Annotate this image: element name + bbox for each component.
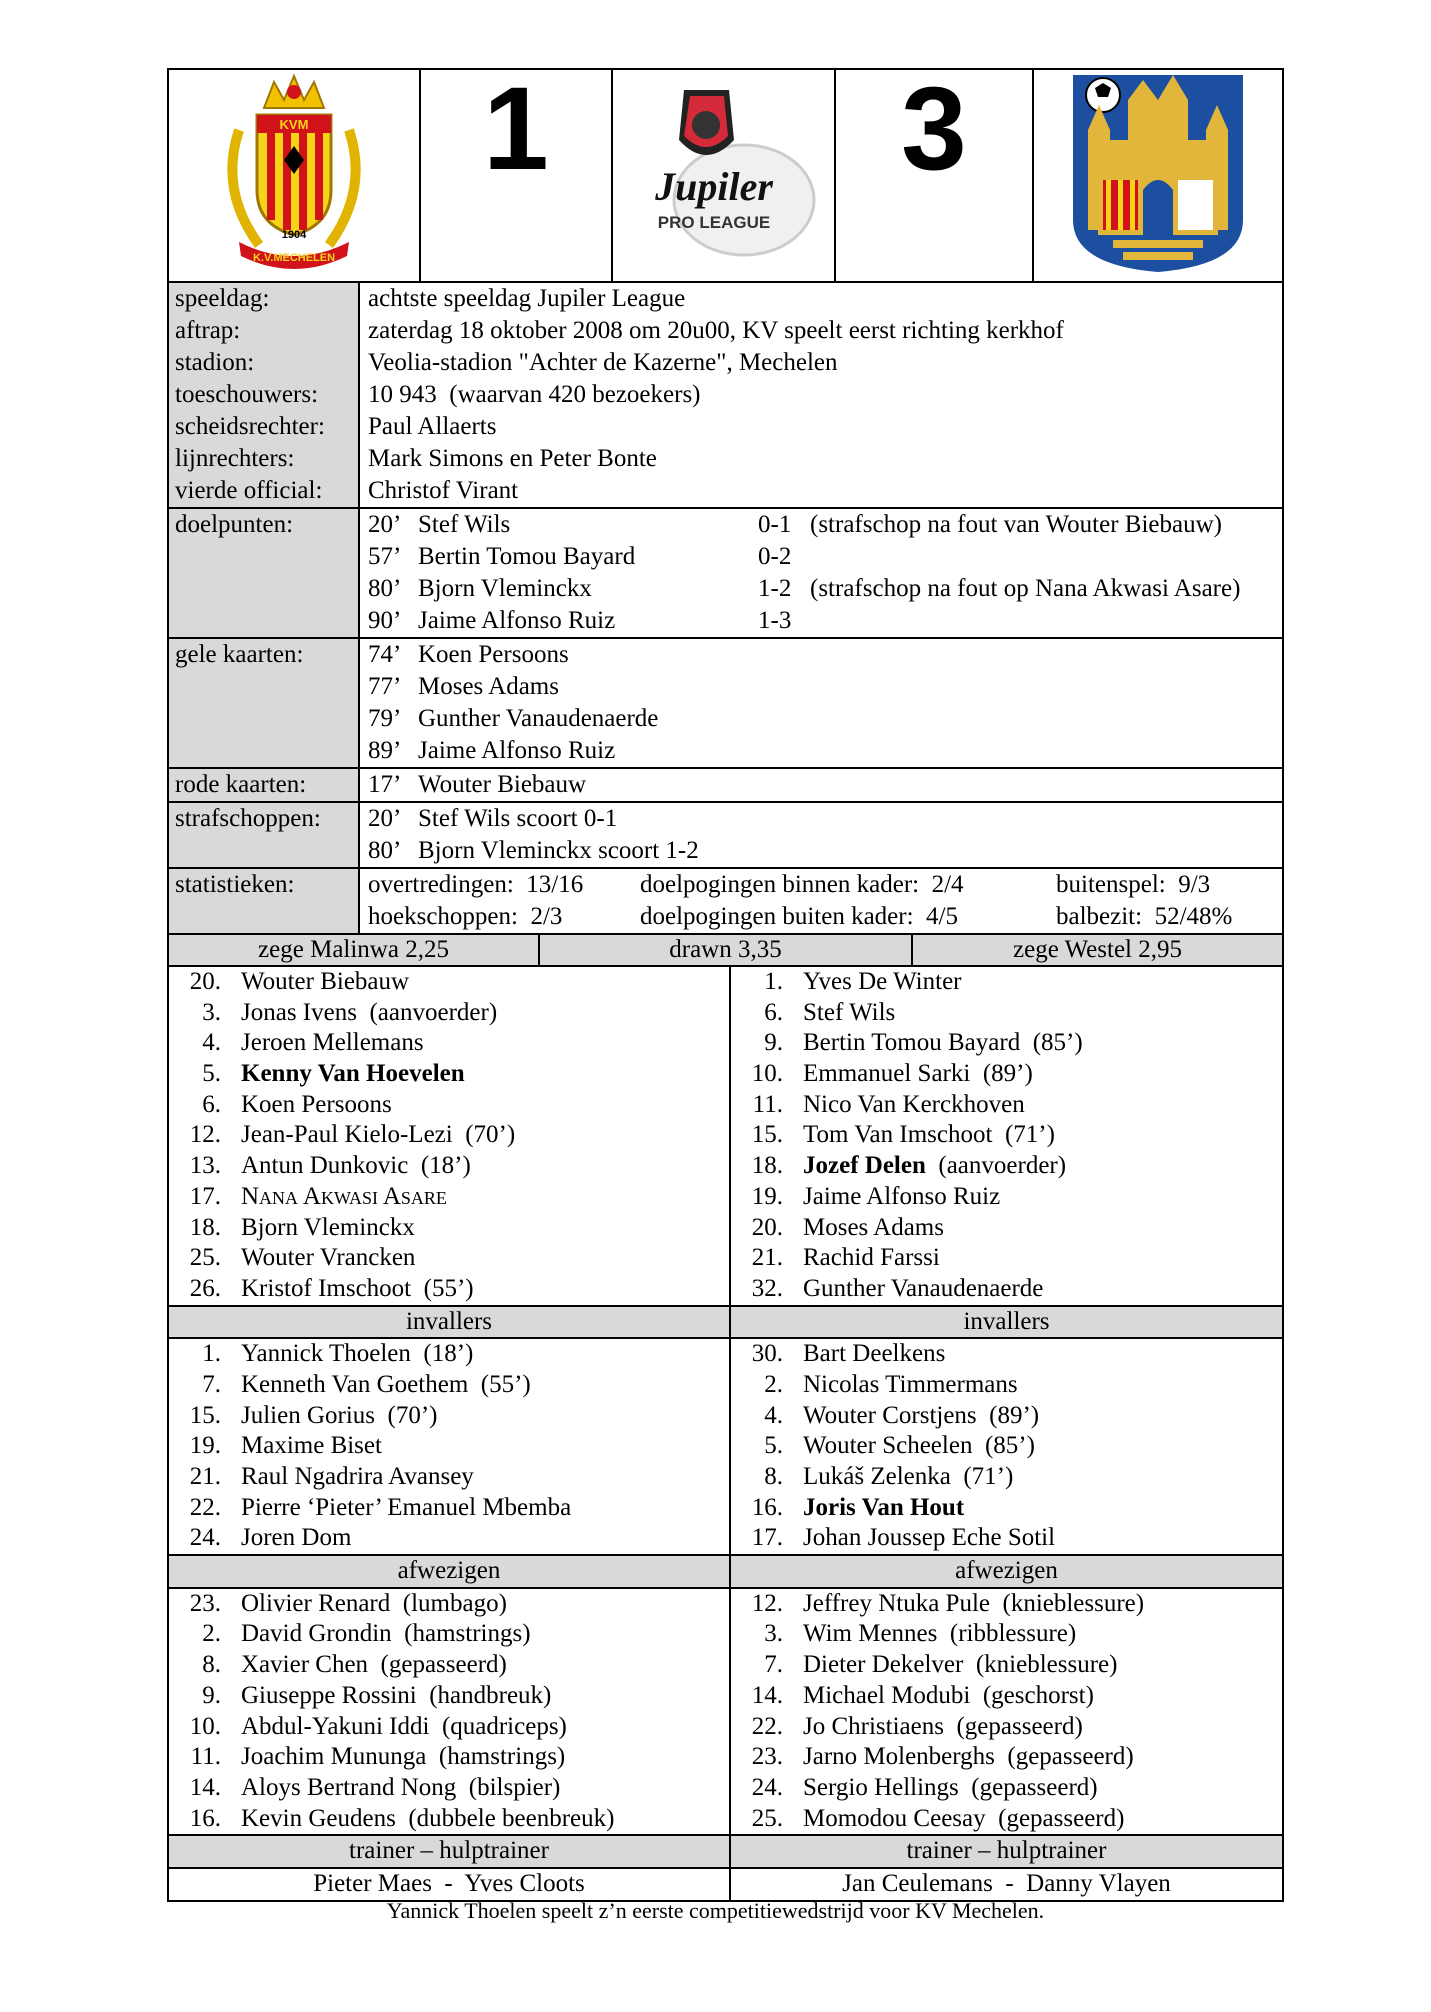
list-item: 4. Jeroen Mellemans [202,1029,424,1057]
list-item: 16. Joris Van Hout [751,1493,965,1521]
home-subs [168,1338,730,1555]
list-item: 24. Sergio Hellings (gepasseerd) [751,1773,1098,1801]
list-item: 15. Julien Gorius (70’) [189,1401,438,1429]
list-item: 4. Wouter Corstjens (89’) [764,1401,1040,1429]
odds-home: zege Malinwa 2,25 [168,934,539,966]
list-item: 2. David Grondin (hamstrings) [202,1620,531,1648]
card-row: 89’ Jaime Alfonso Ruiz [368,737,616,764]
home-trainers: Pieter Maes - Yves Cloots [168,1868,730,1901]
away-score: 3 [835,69,1033,282]
info-values [359,282,1283,508]
svg-text:PRO LEAGUE: PRO LEAGUE [657,213,770,232]
yellow-cards-label: gele kaarten: [168,638,359,768]
list-item: 7. Dieter Dekelver (knieblessure) [764,1651,1118,1679]
away-absent [730,1588,1283,1836]
list-item: 18. Jozef Delen (aanvoerder) [751,1152,1067,1180]
info-label: lijnrechters: [175,445,295,472]
card-row: 17’ Wouter Biebauw [368,771,587,798]
away-trainer-heading: trainer – hulptrainer [730,1835,1283,1868]
svg-text:KVM: KVM [279,117,309,132]
penalty-row: 80’ Bjorn Vleminckx scoort 1-2 [368,837,699,864]
list-item: 12. Jeffrey Ntuka Pule (knieblessure) [751,1589,1145,1617]
list-item: 20. Wouter Biebauw [189,968,410,995]
list-item: 16. Kevin Geudens (dubbele beenbreuk) [189,1804,615,1832]
list-item: 12. Jean-Paul Kielo-Lezi (70’) [189,1121,516,1149]
info-value: achtste speeldag Jupiler League [368,285,686,312]
list-item: 17. Johan Joussep Eche Sotil [751,1524,1056,1552]
list-item: 18. Bjorn Vleminckx [189,1213,415,1241]
westerlo-crest-icon [1068,70,1248,275]
info-value: Mark Simons en Peter Bonte [368,445,657,472]
info-label: toeschouwers: [175,381,319,408]
goal-row: 80’ Bjorn Vleminckx 1-2 (strafschop na fout op Nana Akwasi Asare) [368,575,1241,602]
home-trainer-heading: trainer – hulptrainer [168,1835,730,1868]
info-value: 10 943 (waarvan 420 bezoekers) [368,381,701,408]
list-item: 14. Aloys Bertrand Nong (bilspier) [189,1773,561,1801]
list-item: 19. Jaime Alfonso Ruiz [751,1182,1001,1210]
list-item: 22. Jo Christiaens (gepasseerd) [751,1712,1083,1740]
list-item: 21. Raul Ngadrira Avansey [189,1463,474,1491]
list-item: 10. Abdul-Yakuni Iddi (quadriceps) [189,1712,567,1740]
stats-row: overtredingen: 13/16 doelpogingen binnen kader: 2/4 buitenspel: 9/3 [368,871,1211,898]
odds-away: zege Westel 2,95 [912,934,1283,966]
list-item: 7. Kenneth Van Goethem (55’) [202,1370,531,1398]
list-item: 8. Xavier Chen (gepasseerd) [202,1651,507,1679]
list-item: 11. Joachim Mununga (hamstrings) [190,1743,566,1771]
odds-table [167,933,1284,967]
list-item: 15. Tom Van Imschoot (71’) [751,1121,1055,1149]
home-subs-heading: invallers [168,1306,730,1339]
list-item: 5. Kenny Van Hoevelen [202,1060,465,1088]
penalties-label: strafschoppen: [168,802,359,868]
stats-label: statistieken: [168,868,359,934]
list-item: 30. Bart Deelkens [751,1340,946,1368]
penalty-row: 20’ Stef Wils scoort 0-1 [368,805,618,832]
list-item: 20. Moses Adams [751,1213,944,1241]
home-absent [168,1588,730,1836]
league-logo-cell [612,69,835,282]
list-item: 13. Antun Dunkovic (18’) [189,1152,471,1180]
away-subs [730,1338,1283,1555]
list-item: 9. Bertin Tomou Bayard (85’) [764,1029,1083,1057]
list-item: 32. Gunther Vanaudenaerde [751,1274,1044,1302]
list-item: 3. Jonas Ivens (aanvoerder) [202,998,498,1026]
svg-text:Jupiler: Jupiler [654,164,773,209]
penalties-list [359,802,1283,868]
home-logo-cell [168,69,420,282]
svg-text:1904: 1904 [281,229,307,241]
stats-row: hoekschoppen: 2/3 doelpogingen buiten kader: 4/5 balbezit: 52/48% [368,903,1233,930]
list-item: 19. Maxime Biset [189,1432,382,1460]
goals-label: doelpunten: [168,508,359,638]
footnote: Yannick Thoelen speelt z’n eerste competitiewedstrijd voor KV Mechelen. [386,1898,1045,1923]
info-label: scheidsrechter: [175,413,325,440]
goal-row: 90’ Jaime Alfonso Ruiz 1-3 [368,607,792,634]
list-item: 3. Wim Mennes (ribblessure) [764,1620,1077,1648]
list-item: 1. Yves De Winter [764,968,962,995]
goal-row: 57’ Bertin Tomou Bayard 0-2 [368,543,792,570]
list-item: 21. Rachid Farssi [751,1244,940,1272]
home-score: 1 [420,69,612,282]
list-item: 2. Nicolas Timmermans [764,1370,1018,1398]
list-item: 22. Pierre ‘Pieter’ Emanuel Mbemba [189,1493,572,1521]
info-value: zaterdag 18 oktober 2008 om 20u00, KV speelt eerst richting kerkhof [368,317,1064,344]
home-lineup [168,966,730,1306]
info-value: Christof Virant [368,477,519,504]
list-item: 10. Emmanuel Sarki (89’) [751,1060,1033,1088]
list-item: 6. Koen Persoons [202,1090,392,1118]
list-item: 26. Kristof Imschoot (55’) [189,1274,474,1302]
card-row: 77’ Moses Adams [368,673,559,700]
card-row: 79’ Gunther Vanaudenaerde [368,705,659,732]
list-item: 25. Wouter Vrancken [189,1244,416,1272]
list-item: 17. Nana Akwasi Asare [189,1182,447,1210]
list-item: 24. Joren Dom [189,1524,352,1552]
away-lineup [730,966,1283,1306]
yellow-cards-list [359,638,1283,768]
match-report-sheet [167,63,1282,1902]
info-labels [168,282,359,508]
list-item: 23. Jarno Molenberghs (gepasseerd) [751,1743,1134,1771]
info-label: vierde official: [175,477,323,504]
list-item: 11. Nico Van Kerckhoven [752,1090,1025,1118]
red-cards-list [359,768,1283,802]
goals-list [359,508,1283,638]
card-row: 74’ Koen Persoons [368,641,569,668]
goal-row: 20’ Stef Wils 0-1 (strafschop na fout van Wouter Biebauw) [368,511,1222,538]
list-item: 1. Yannick Thoelen (18’) [202,1340,474,1368]
away-trainers: Jan Ceulemans - Danny Vlayen [730,1868,1283,1901]
info-label: aftrap: [175,317,241,344]
info-label: stadion: [175,349,255,376]
stats-values [359,868,1283,934]
away-logo-cell [1033,69,1283,282]
match-info-table [167,281,1284,935]
info-value: Veolia-stadion "Achter de Kazerne", Mechelen [368,349,838,376]
list-item: 9. Giuseppe Rossini (handbreuk) [202,1681,552,1709]
squads-table [167,965,1284,1902]
kv-mechelen-crest-icon [219,70,369,270]
list-item: 14. Michael Modubi (geschorst) [751,1681,1094,1709]
jupiler-pro-league-logo-icon [624,70,824,260]
list-item: 6. Stef Wils [764,998,896,1026]
list-item: 23. Olivier Renard (lumbago) [189,1589,507,1617]
list-item: 25. Momodou Ceesay (gepasseerd) [751,1804,1125,1832]
away-subs-heading: invallers [730,1306,1283,1339]
list-item: 5. Wouter Scheelen (85’) [764,1432,1035,1460]
score-header [167,63,1284,283]
red-cards-label: rode kaarten: [168,768,359,802]
info-label: speeldag: [175,285,270,312]
away-absent-heading: afwezigen [730,1555,1283,1588]
home-absent-heading: afwezigen [168,1555,730,1588]
list-item: 8. Lukáš Zelenka (71’) [764,1463,1014,1491]
info-value: Paul Allaerts [368,413,497,440]
svg-text:K.V.MECHELEN: K.V.MECHELEN [252,252,336,264]
odds-draw: drawn 3,35 [539,934,912,966]
